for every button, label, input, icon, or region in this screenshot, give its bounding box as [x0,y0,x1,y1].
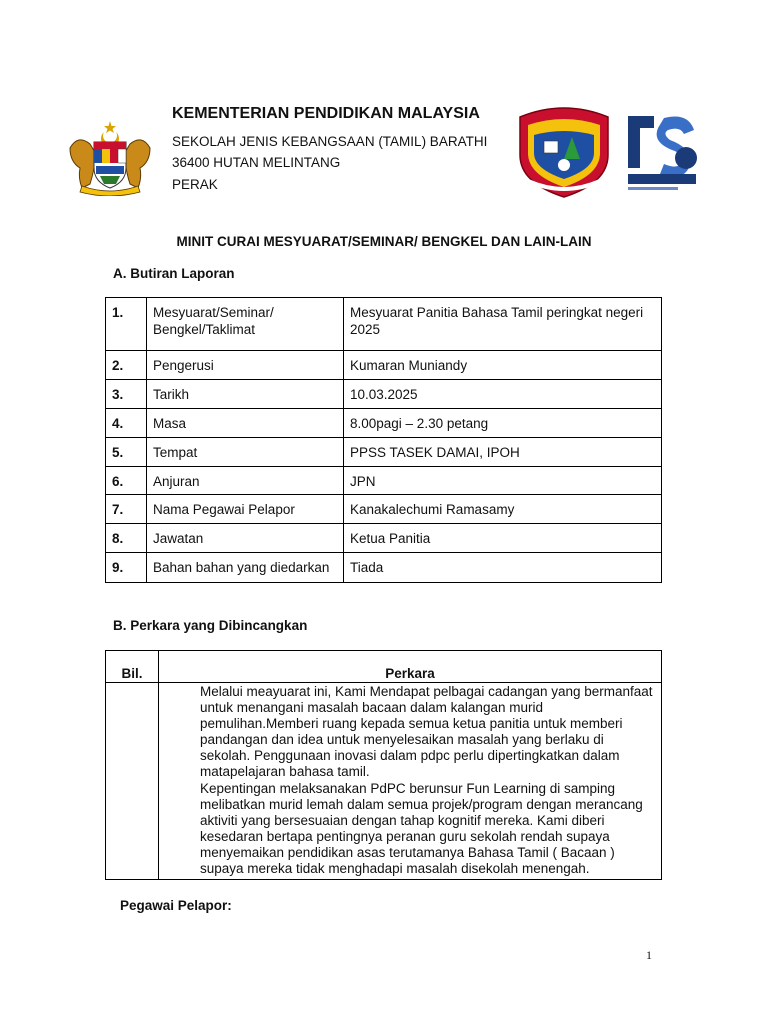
school-state: PERAK [172,177,218,192]
perkara-cell [159,683,662,880]
row-number: 2. [106,351,147,380]
table-row [106,467,662,495]
row-number: 5. [106,438,147,467]
section-a-heading: A. Butiran Laporan [113,266,235,281]
report-details-table [105,297,662,583]
row-number: 1. [106,298,147,351]
discussion-paragraph-2: Kepentingan melaksanakan PdPC berunsur Fun Learning di samping melibatkan murid lemah dalam semua projek/program dengan merancang aktiviti yang bersesuaian dengan tahap kognitif mereka. Kami diberi kesedaran bertapa pentingnya peranan guru sekolah rendah supaya menyemaikan pendidikan asas terutamanya Bahasa Tamil ( Bacaan ) supaya mereka tidak menghadapi masalah disekolah menengah. [200,780,643,877]
school-logo [514,107,614,199]
row-value: 8.00pagi – 2.30 petang [344,409,662,438]
row-value: Kanakalechumi Ramasamy [344,495,662,524]
column-header-bil: Bil. [106,651,159,683]
table-row [106,553,662,583]
row-value: Mesyuarat Panitia Bahasa Tamil peringkat negeri 2025 [344,298,662,351]
table-row [106,351,662,380]
row-label: Pengerusi [147,351,344,380]
row-label: Mesyuarat/Seminar/ Bengkel/Taklimat [147,298,344,351]
row-label: Bahan bahan yang diedarkan [147,553,344,583]
table-header-row [106,651,662,683]
row-number: 3. [106,380,147,409]
row-value: Kumaran Muniandy [344,351,662,380]
table-row [106,298,662,351]
row-label: Masa [147,409,344,438]
row-value: 10.03.2025 [344,380,662,409]
row-label: Anjuran [147,467,344,495]
table-row [106,438,662,467]
table-row [106,495,662,524]
table-row [106,683,662,880]
ts25-logo [624,110,700,194]
row-value: Ketua Panitia [344,524,662,553]
section-b-heading: B. Perkara yang Dibincangkan [113,618,308,633]
bil-cell [106,683,159,880]
table-row [106,380,662,409]
school-name: SEKOLAH JENIS KEBANGSAAN (TAMIL) BARATHI [172,134,488,149]
coat-of-arms-logo [64,118,156,196]
row-number: 8. [106,524,147,553]
page-number: 1 [646,948,652,962]
row-value: PPSS TASEK DAMAI, IPOH [344,438,662,467]
discussion-table [105,650,662,880]
reporter-label: Pegawai Pelapor: [120,898,232,913]
column-header-perkara: Perkara [159,651,662,683]
row-label: Tarikh [147,380,344,409]
row-value: Tiada [344,553,662,583]
row-label: Jawatan [147,524,344,553]
row-label: Tempat [147,438,344,467]
document-title: MINIT CURAI MESYUARAT/SEMINAR/ BENGKEL DAN LAIN-LAIN [176,234,592,249]
school-postcode-town: 36400 HUTAN MELINTANG [172,155,341,170]
row-number: 7. [106,495,147,524]
table-row [106,524,662,553]
row-value: JPN [344,467,662,495]
row-number: 6. [106,467,147,495]
table-row [106,409,662,438]
discussion-paragraph-1: Melalui meayuarat ini, Kami Mendapat pelbagai cadangan yang bermanfaat untuk menangani masalah bacaan dalam kalangan murid pemulihan.Memberi ruang kepada semua ketua panitia untuk memberi pandangan dan idea untuk menyelesaikan masalah yang berlaku di sekolah. Penggunaan inovasi dalam pdpc perlu dipertingkatkan dalam matapelajaran bahasa tamil. [200,684,653,780]
ministry-name: KEMENTERIAN PENDIDIKAN MALAYSIA [172,105,480,122]
row-number: 9. [106,553,147,583]
row-number: 4. [106,409,147,438]
row-label: Nama Pegawai Pelapor [147,495,344,524]
